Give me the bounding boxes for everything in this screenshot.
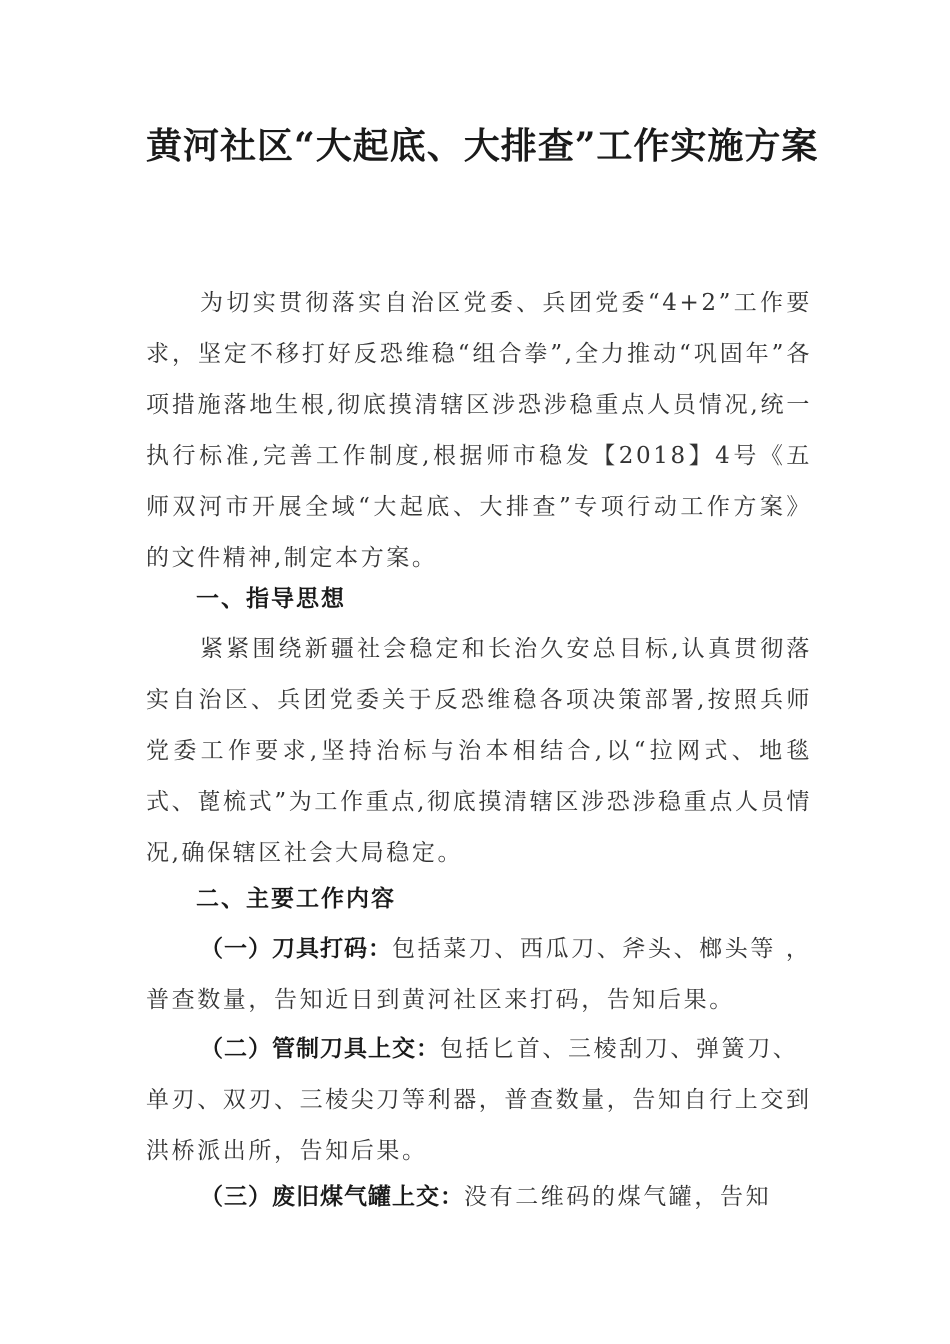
document-title: 黄河社区“大起底、大排查”工作实施方案	[146, 125, 819, 167]
work-item-knife-coding	[146, 924, 812, 1026]
guiding-ideology-paragraph: 紧紧围绕新疆社会稳定和长治久安总目标,认真贯彻落实自治区、兵团党委关于反恐维稳各项决策部署,按照兵师党委工作要求,坚持治标与治本相结合,以“拉网式、地毯式、蓖梳式”为工作重点,彻底摸清辖区涉恐涉稳重点人员情况,确保辖区社会大局稳定。	[146, 636, 812, 866]
work-item-text: 包括菜刀、西瓜刀、斧头、榔头等 ，普查数量，告知近日到黄河社区来打码，告知后果。	[146, 936, 812, 1013]
work-item-controlled-knives	[146, 1024, 812, 1177]
intro-paragraph: 为切实贯彻落实自治区党委、兵团党委“4+2”工作要求，坚定不移打好反恐维稳“组合拳”,全力推动“巩固年”各项措施落地生根,彻底摸清辖区涉恐涉稳重点人员情况,统一执行标准,完善工作制度,根据师市稳发【2018】4号《五师双河市开展全域“大起底、大排查”专项行动工作方案》的文件精神,制定本方案。	[146, 290, 812, 571]
work-item-lead: （二）管制刀具上交：	[200, 1036, 440, 1062]
work-item-gas-cylinders	[146, 1172, 812, 1223]
work-item-lead: （一）刀具打码：	[200, 936, 392, 962]
work-item-lead: （三）废旧煤气罐上交：	[200, 1184, 464, 1210]
work-item-text: 包括匕首、三棱刮刀、弹簧刀、单刃、双刃、三棱尖刀等利器，普查数量，告知自行上交到洪桥派出所，告知后果。	[146, 1036, 812, 1164]
section-heading-main-work: 二、主要工作内容	[196, 886, 396, 912]
section-heading-guiding-ideology: 一、指导思想	[196, 586, 346, 612]
work-item-text: 没有二维码的煤气罐，告知	[464, 1184, 772, 1210]
